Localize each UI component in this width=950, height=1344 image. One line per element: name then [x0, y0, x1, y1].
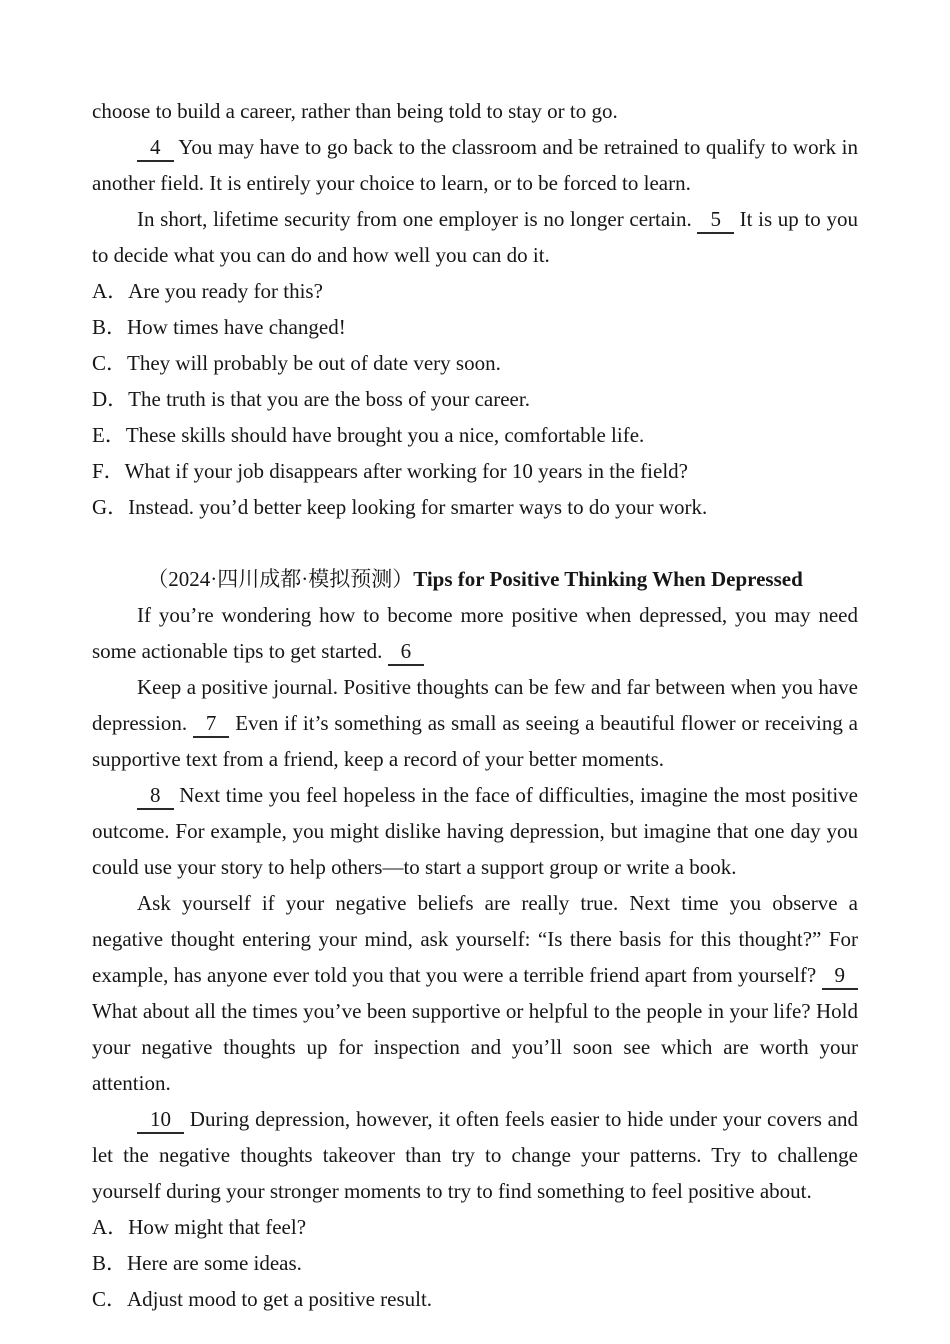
blank-10: 10 [137, 1106, 184, 1134]
career-paragraph-continuation: choose to build a career, rather than being told to stay or to go. [92, 99, 618, 123]
career-option-b: B．How times have changed! [92, 315, 346, 339]
depression-paragraph-gap8: 8 Next time you feel hopeless in the face of difficulties, imagine the most positive outcome. For example, you might dislike having depression, but imagine that one day you could use your story to help others—to start a support group or write a book. [92, 783, 858, 879]
career-option-c: C．They will probably be out of date very soon. [92, 351, 501, 375]
career-options-list [92, 273, 858, 525]
blank-7: 7 [193, 710, 230, 738]
blank-5: 5 [697, 206, 734, 234]
career-option-d: D．The truth is that you are the boss of your career. [92, 387, 530, 411]
career-paragraph-gap4: 4 You may have to go back to the classroom and be retrained to qualify to work in another field. It is entirely your choice to learn, or to be forced to learn. [92, 135, 858, 195]
career-option-f: F．What if your job disappears after working for 10 years in the field? [92, 459, 688, 483]
depression-paragraph-gap10: 10 During depression, however, it often feels easier to hide under your covers and let the negative thoughts takeover than try to change your patterns. Try to challenge yourself during your stronger moments to try to find something to feel positive about. [92, 1107, 858, 1203]
passage-depression-section [92, 561, 858, 1317]
depression-options-list [92, 1209, 858, 1317]
passage-career-section [92, 93, 858, 525]
blank-4: 4 [137, 134, 174, 162]
depression-paragraph-beliefs: Ask yourself if your negative beliefs are really true. Next time you observe a negative thought entering your mind, ask yourself: “Is there basis for this thought?” For example, has anyone ever told you that you were a terrible friend apart from yourself? 9 What about all the times you’ve been supportive or helpful to the people in your life? Hold your negative thoughts up for inspection and you’ll soon see which are worth your attention. [92, 891, 858, 1095]
career-option-g: G．Instead. you’d better keep looking for smarter ways to do your work. [92, 495, 708, 519]
depression-option-a: A．How might that feel? [92, 1215, 307, 1239]
depression-option-c: C．Adjust mood to get a positive result. [92, 1287, 433, 1311]
passage-title-text: Tips for Positive Thinking When Depressed [413, 567, 803, 591]
career-option-a: A．Are you ready for this? [92, 279, 323, 303]
blank-9: 9 [822, 962, 859, 990]
passage-source-tag: （2024·四川成都·模拟预测） [147, 567, 414, 591]
blank-6: 6 [388, 638, 425, 666]
depression-paragraph-intro: If you’re wondering how to become more positive when depressed, you may need some actionable tips to get started. 6 [92, 597, 858, 669]
blank-8: 8 [137, 782, 174, 810]
career-option-e: E．These skills should have brought you a nice, comfortable life. [92, 423, 645, 447]
passage-title [92, 561, 858, 597]
depression-paragraph-journal: Keep a positive journal. Positive thoughts can be few and far between when you have depression. 7 Even if it’s something as small as seeing a beautiful flower or receiving a supportive text from a friend, keep a record of your better moments. [92, 675, 858, 771]
career-paragraph-gap5: In short, lifetime security from one employer is no longer certain. 5 It is up to you to decide what you can do and how well you can do it. [92, 207, 858, 267]
depression-option-b: B．Here are some ideas. [92, 1251, 302, 1275]
